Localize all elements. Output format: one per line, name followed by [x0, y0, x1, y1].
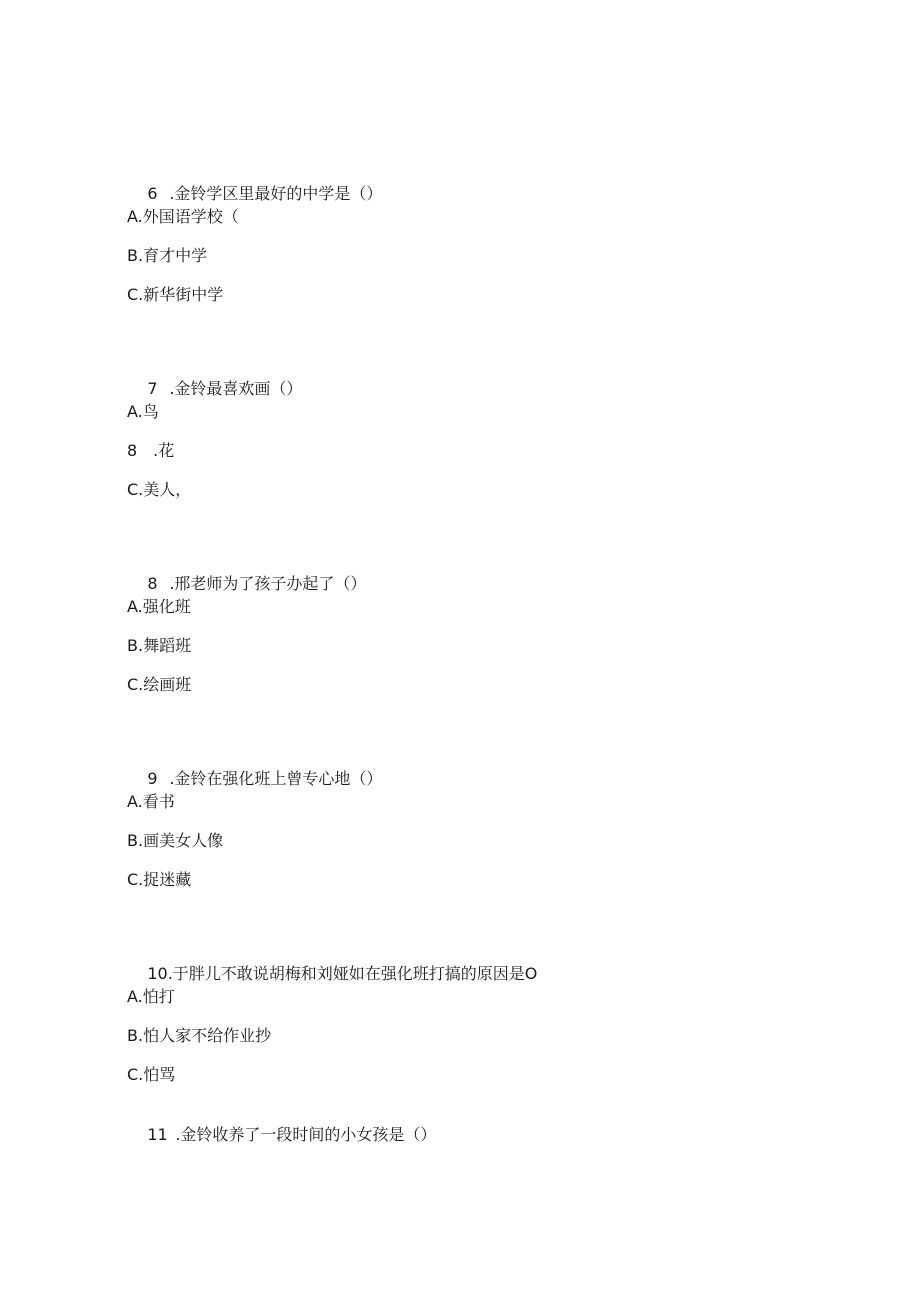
option: C.怕骂 — [127, 1065, 176, 1084]
question-text: .金铃学区里最好的中学是（） — [169, 184, 383, 203]
question-number: 6 — [147, 184, 158, 203]
option: A.鸟 — [127, 402, 159, 421]
option: A.外国语学校（ — [127, 207, 239, 226]
option: A.怕打 — [127, 987, 175, 1006]
option: A.看书 — [127, 792, 175, 811]
question-11 — [127, 1105, 436, 1165]
option: B.育才中学 — [127, 246, 208, 265]
question-10 — [127, 944, 537, 1004]
option: B.怕人家不给作业抄 — [127, 1026, 272, 1045]
option: C.美人， — [127, 480, 192, 499]
option: B.舞蹈班 — [127, 636, 192, 655]
question-text: .邢老师为了孩子办起了（） — [169, 574, 367, 593]
option: A.强化班 — [127, 597, 191, 616]
option: C.绘画班 — [127, 675, 192, 694]
question-text: 10.于胖儿不敢说胡梅和刘娅如在强化班打搞的原因是O — [147, 964, 538, 983]
question-number: 11 — [147, 1125, 168, 1144]
option: B.画美女人像 — [127, 831, 224, 850]
question-text: .金铃最喜欢画（） — [169, 379, 303, 398]
question-text: .金铃在强化班上曾专心地（） — [169, 769, 383, 788]
question-number: 8 — [147, 574, 158, 593]
option: C.新华街中学 — [127, 285, 224, 304]
question-text: .金铃收养了一段时间的小女孩是（） — [175, 1125, 437, 1144]
question-number: 7 — [147, 379, 158, 398]
option: C.捉迷藏 — [127, 870, 192, 889]
option: 8 .花 — [127, 441, 175, 460]
question-number: 9 — [147, 769, 158, 788]
